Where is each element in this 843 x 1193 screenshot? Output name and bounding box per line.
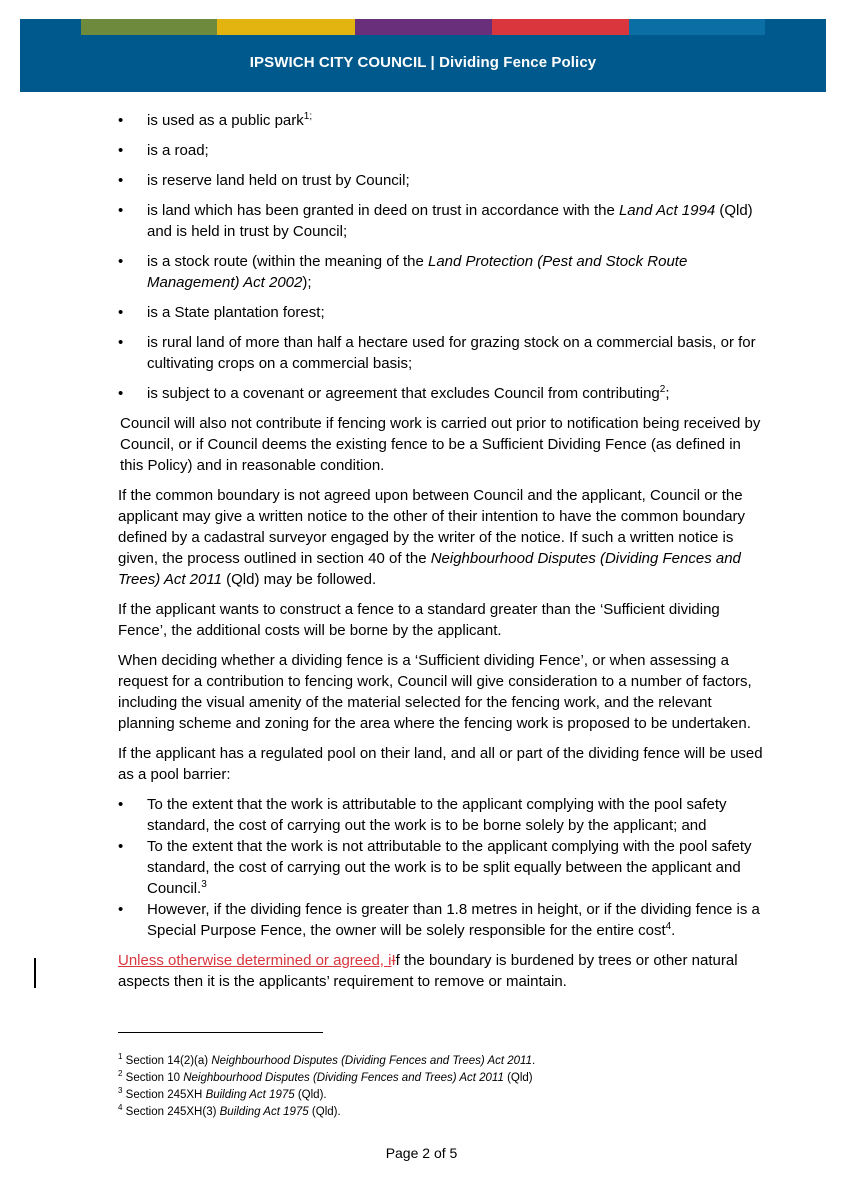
list-item: • However, if the dividing fence is greater than 1.8 metres in height, or if the dividing fence is a Special Purpose Fence, the owner will be solely responsible for the entire cost$^4$. xyxy=(118,901,760,939)
tracked-change-paragraph: Unless otherwise determined or agreed, iIf the boundary is burdened by trees or other natural aspects then it is the applicants’ requirement to remove or maintain. xyxy=(118,952,738,990)
bullet: • xyxy=(118,838,124,855)
list-item: • To the extent that the work is attributable to the applicant complying with the pool safety standard, the cost of carrying out the work is to be borne solely by the applicant; and xyxy=(118,796,727,834)
paragraph: If the common boundary is not agreed upon between Council and the applicant, Council or the applicant may give a written notice to the other of their intention to have the common boundary defined by a cadastral surveyor engaged by the writer of the notice. If such a written notice is given, the process outlined in section 40 of the Neighbourhood Disputes (Dividing Fences and Trees) Act 2011 (Qld) may be followed. xyxy=(118,487,746,588)
bullet: • xyxy=(118,172,124,189)
bullet: • xyxy=(118,304,124,321)
inserted-text: Unless otherwise determined or agreed, i xyxy=(118,952,392,969)
bullet: • xyxy=(118,202,124,219)
footnote: $^4$ Section 245XH(3) Building Act 1975 (Qld). xyxy=(118,1103,341,1118)
page-number: Page 2 of 5 xyxy=(385,1145,458,1161)
paragraph: If the applicant has a regulated pool on their land, and all or part of the dividing fence will be used as a pool barrier: xyxy=(118,745,763,783)
paragraph: If the applicant wants to construct a fence to a standard greater than the ‘Sufficient dividing Fence’, the additional costs will be borne by the applicant. xyxy=(118,601,720,639)
header-stripe-yellow xyxy=(217,19,355,35)
header-stripe-red xyxy=(492,19,629,35)
list-item: • is rural land of more than half a hectare used for grazing stock on a commercial basis, or for cultivating crops on a commercial basis; xyxy=(118,334,756,372)
bullet: • xyxy=(118,901,124,918)
list-item: • is land which has been granted in deed on trust in accordance with the Land Act 1994 (Qld) and is held in trust by Council; xyxy=(118,202,753,240)
change-bar xyxy=(34,958,36,988)
footnotes xyxy=(118,1053,535,1121)
exclusion-list xyxy=(118,110,768,404)
list-item: • To the extent that the work is not attributable to the applicant complying with the pool safety standard, the cost of carrying out the work is to be split equally between the applicant and Council.$^3$ xyxy=(118,838,752,897)
footnote: $^1$ Section 14(2)(a) Neighbourhood Disputes (Dividing Fences and Trees) Act 2011. xyxy=(118,1052,536,1067)
list-item: • is reserve land held on trust by Council; xyxy=(118,172,410,189)
header-stripe-green xyxy=(81,19,217,35)
footnote-separator xyxy=(118,1032,323,1033)
pool-barrier-list xyxy=(118,794,768,941)
bullet: • xyxy=(118,253,124,270)
bullet: • xyxy=(118,796,124,813)
deleted-text: I xyxy=(391,952,396,969)
list-item: • is a stock route (within the meaning of the Land Protection (Pest and Stock Route Management) Act 2002); xyxy=(118,253,688,291)
paragraph: When deciding whether a dividing fence is a ‘Sufficient dividing Fence’, or when assessing a request for a contribution to fencing work, Council will give consideration to a number of factors, including the visual amenity of the material selected for the fencing work, and the relevant planning scheme and zoning for the area where the fencing work is proposed to be undertaken. xyxy=(118,652,752,732)
bullet: • xyxy=(118,142,124,159)
footnote: $^2$ Section 10 Neighbourhood Disputes (Dividing Fences and Trees) Act 2011 (Qld) xyxy=(118,1069,533,1084)
bullet: • xyxy=(118,334,124,351)
bullet: • xyxy=(118,385,124,402)
document-body xyxy=(118,110,768,1001)
page-header-band xyxy=(20,19,826,92)
header-title: IPSWICH CITY COUNCIL | Dividing Fence Policy xyxy=(249,54,597,71)
header-stripe-purple xyxy=(355,19,492,35)
header-stripe-blue xyxy=(629,19,765,35)
footnote: $^3$ Section 245XH Building Act 1975 (Qld). xyxy=(118,1086,327,1101)
list-item: • is a State plantation forest; xyxy=(118,304,325,321)
list-item: • is used as a public park$^{1;}$ xyxy=(118,111,313,129)
list-item: • is a road; xyxy=(118,142,209,159)
list-item: • is subject to a covenant or agreement that excludes Council from contributing$^2$; xyxy=(118,384,670,402)
bullet: • xyxy=(118,112,124,129)
paragraph: Council will also not contribute if fencing work is carried out prior to notification being received by Council, or if Council deems the existing fence to be a Sufficient Dividing Fence (as defined in this Policy) and in reasonable condition. xyxy=(120,415,761,474)
